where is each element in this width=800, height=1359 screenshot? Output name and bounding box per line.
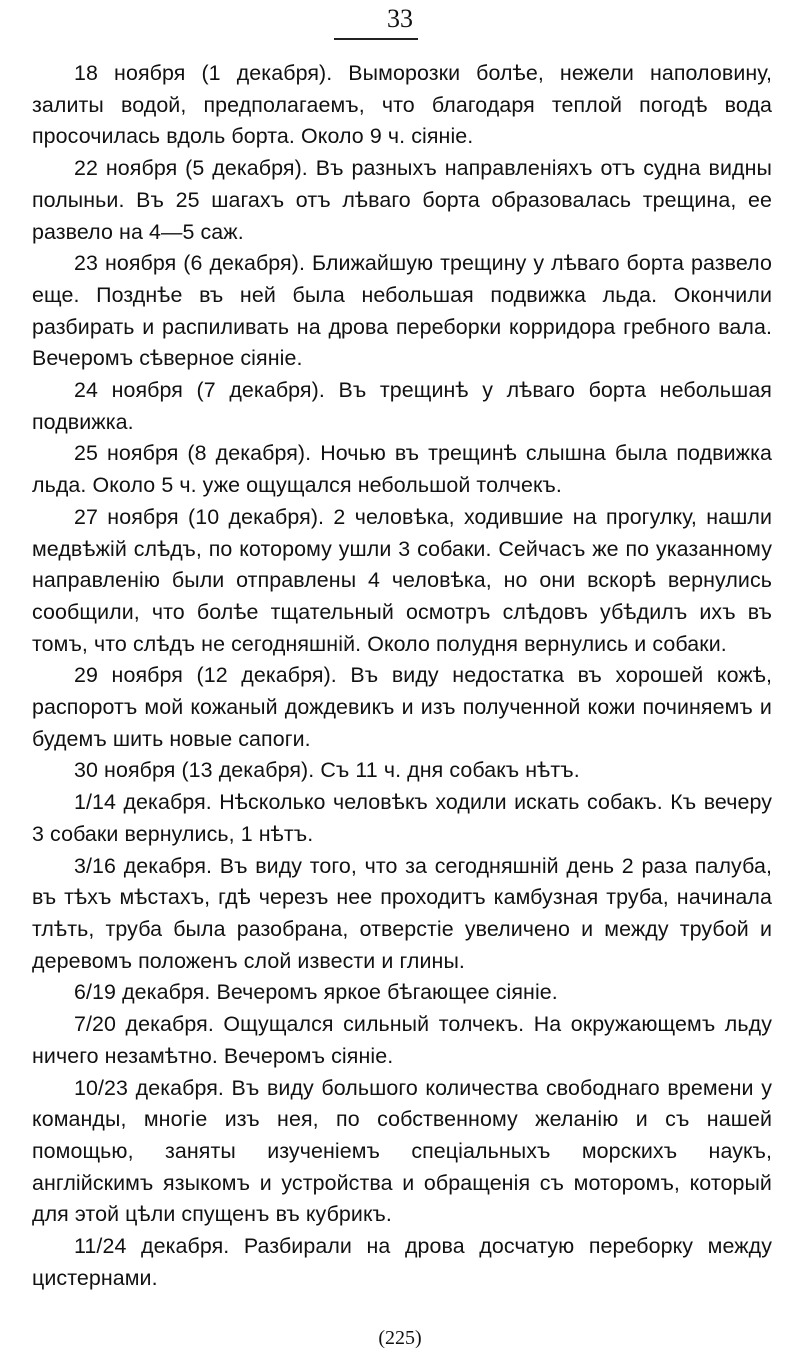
page-number: 33 xyxy=(387,4,413,33)
entry-paragraph: 29 ноября (12 декабря). Въ виду недостатка въ хорошей кожѣ, распоротъ мой кожаный дождевикъ и изъ полученной кожи починяемъ и будемъ шить новые сапоги. xyxy=(32,663,772,751)
entry-paragraph: 18 ноября (1 декабря). Выморозки болѣе, нежели наполовину, залиты водой, предполагаемъ, что благодаря теплой погодѣ вода просочилась вдоль борта. Около 9 ч. сіяніе. xyxy=(32,61,772,149)
entry-paragraph: 6/19 декабря. Вечеромъ яркое бѣгающее сіяніе. xyxy=(74,980,558,1005)
entry-paragraph: 25 ноября (8 декабря). Ночью въ трещинѣ слышна была подвижка льда. Около 5 ч. уже ощущался небольшой толчекъ. xyxy=(32,441,772,498)
entry-paragraph: 7/20 декабря. Ощущался сильный толчекъ. На окружающемъ льду ничего незамѣтно. Вечеромъ сіяніе. xyxy=(32,1012,772,1068)
entry-paragraph: 23 ноября (6 декабря). Ближайшую трещину у лѣваго борта развело еще. Позднѣе въ ней была небольшая подвижка льда. Окончили разбирать и распиливать на дрова переборки корридора гребного вала. Вечеромъ сѣверное сіяніе. xyxy=(32,251,772,371)
header-rule xyxy=(334,38,418,40)
entry-paragraph: 1/14 декабря. Нѣсколько человѣкъ ходили искать собакъ. Къ вечеру 3 собаки вернулись, 1 нѣтъ. xyxy=(32,790,772,846)
body-text xyxy=(32,58,772,1294)
entry-paragraph: 3/16 декабря. Въ виду того, что за сегодняшній день 2 раза палуба, въ тѣхъ мѣстахъ, гдѣ черезъ нее проходитъ камбузная труба, начинала тлѣть, труба была разобрана, отверстіе увеличено и между трубой и деревомъ положенъ слой извести и глины. xyxy=(32,853,772,973)
footer-sheet-number: (225) xyxy=(378,1327,422,1349)
entry-paragraph: 27 ноября (10 декабря). 2 человѣка, ходившие на прогулку, нашли медвѣжій слѣдъ, по которому ушли 3 собаки. Сейчасъ же по указанному направленію были отправлены 4 человѣка, но они вскорѣ вернулись сообщили, что болѣе тщательный осмотръ слѣдовъ убѣдилъ ихъ въ томъ, что слѣдъ не сегодняшній. Около полудня вернулись и собаки. xyxy=(32,504,772,656)
entry-paragraph: 24 ноября (7 декабря). Въ трещинѣ у лѣваго борта небольшая подвижка. xyxy=(32,378,772,434)
entry-paragraph: 30 ноября (13 декабря). Съ 11 ч. дня собакъ нѣтъ. xyxy=(74,758,580,783)
entry-paragraph: 10/23 декабря. Въ виду большого количества свободнаго времени у команды, многіе изъ нея, по собственному желанію и съ нашей помощью, заняты изученіемъ спеціальныхъ морскихъ наукъ, англійскимъ языкомъ и устройства и обращенія съ моторомъ, который для этой цѣли спущенъ въ кубрикъ. xyxy=(32,1075,772,1227)
entry-paragraph: 22 ноября (5 декабря). Въ разныхъ направленіяхъ отъ судна видны полыньи. Въ 25 шагахъ отъ лѣваго борта образовалась трещина, ее развело на 4—5 саж. xyxy=(32,156,772,244)
entry-paragraph: 11/24 декабря. Разбирали на дрова досчатую переборку между цистернами. xyxy=(32,1234,772,1290)
